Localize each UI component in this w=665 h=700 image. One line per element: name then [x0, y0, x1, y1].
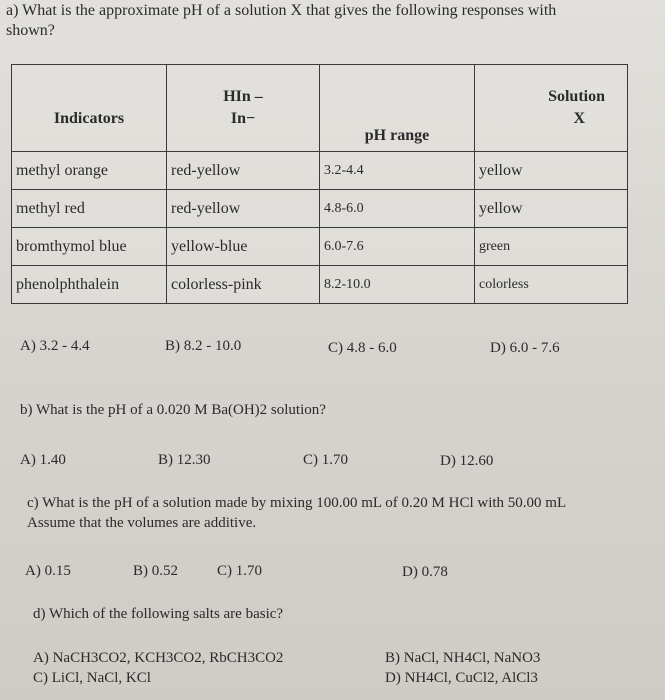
header-solution-bottom: X [573, 110, 585, 127]
header-solution-top: Solution [548, 88, 605, 105]
cell-indicator: phenolphthalein [12, 266, 167, 304]
option-d-A[interactable]: A) NaCH3CO2, KCH3CO2, RbCH3CO2 [33, 650, 284, 666]
option-a-A[interactable]: A) 3.2 - 4.4 [20, 338, 90, 354]
header-solution [475, 65, 628, 152]
question-b-text: b) What is the pH of a 0.020 M Ba(OH)2 solution? [20, 402, 326, 418]
question-c-line1: c) What is the pH of a solution made by mixing 100.00 mL of 0.20 M HCl with 50.00 mL [27, 495, 567, 511]
option-a-D[interactable]: D) 6.0 - 7.6 [490, 340, 560, 356]
cell-solution: yellow [475, 152, 628, 190]
header-indicators-label: Indicators [53, 110, 125, 127]
cell-colors: colorless-pink [167, 266, 320, 304]
header-ph-range-label: pH range [364, 127, 430, 144]
option-b-D[interactable]: D) 12.60 [440, 453, 494, 469]
indicator-table [11, 64, 627, 293]
question-a-line1: a) What is the approximate pH of a solution X that gives the following responses with [6, 2, 557, 19]
cell-indicator: methyl orange [12, 152, 167, 190]
option-c-D[interactable]: D) 0.78 [402, 564, 448, 580]
cell-range: 6.0-7.6 [320, 228, 475, 266]
header-hin [167, 65, 320, 152]
cell-colors: red-yellow [167, 190, 320, 228]
option-a-C[interactable]: C) 4.8 - 6.0 [328, 340, 397, 356]
cell-solution: green [475, 228, 628, 266]
table-header-row [12, 65, 628, 152]
table-row [12, 228, 628, 266]
cell-range: 8.2-10.0 [320, 266, 475, 304]
table-row [12, 152, 628, 190]
cell-indicator: bromthymol blue [12, 228, 167, 266]
option-c-B[interactable]: B) 0.52 [133, 563, 178, 579]
table-row [12, 266, 628, 304]
question-c-line2: Assume that the volumes are additive. [27, 515, 257, 531]
header-ph-range [320, 65, 475, 152]
cell-solution: colorless [475, 266, 628, 304]
option-d-D[interactable]: D) NH4Cl, CuCl2, AlCl3 [385, 670, 538, 686]
cell-range: 4.8-6.0 [320, 190, 475, 228]
header-indicators [12, 65, 167, 152]
table-row [12, 190, 628, 228]
cell-colors: red-yellow [167, 152, 320, 190]
cell-colors: yellow-blue [167, 228, 320, 266]
option-b-A[interactable]: A) 1.40 [20, 452, 66, 468]
option-c-A[interactable]: A) 0.15 [25, 563, 71, 579]
cell-range: 3.2-4.4 [320, 152, 475, 190]
option-a-B[interactable]: B) 8.2 - 10.0 [165, 338, 242, 354]
question-a-line2: shown? [6, 22, 55, 39]
option-b-B[interactable]: B) 12.30 [158, 452, 211, 468]
option-d-B[interactable]: B) NaCl, NH4Cl, NaNO3 [385, 650, 541, 666]
option-d-C[interactable]: C) LiCl, NaCl, KCl [33, 670, 151, 686]
cell-solution: yellow [475, 190, 628, 228]
question-d-text: d) Which of the following salts are basic? [33, 606, 284, 622]
header-hin-bottom: In− [230, 110, 256, 127]
option-c-C[interactable]: C) 1.70 [217, 563, 262, 579]
option-b-C[interactable]: C) 1.70 [303, 452, 348, 468]
header-hin-top: HIn – [223, 88, 263, 105]
cell-indicator: methyl red [12, 190, 167, 228]
